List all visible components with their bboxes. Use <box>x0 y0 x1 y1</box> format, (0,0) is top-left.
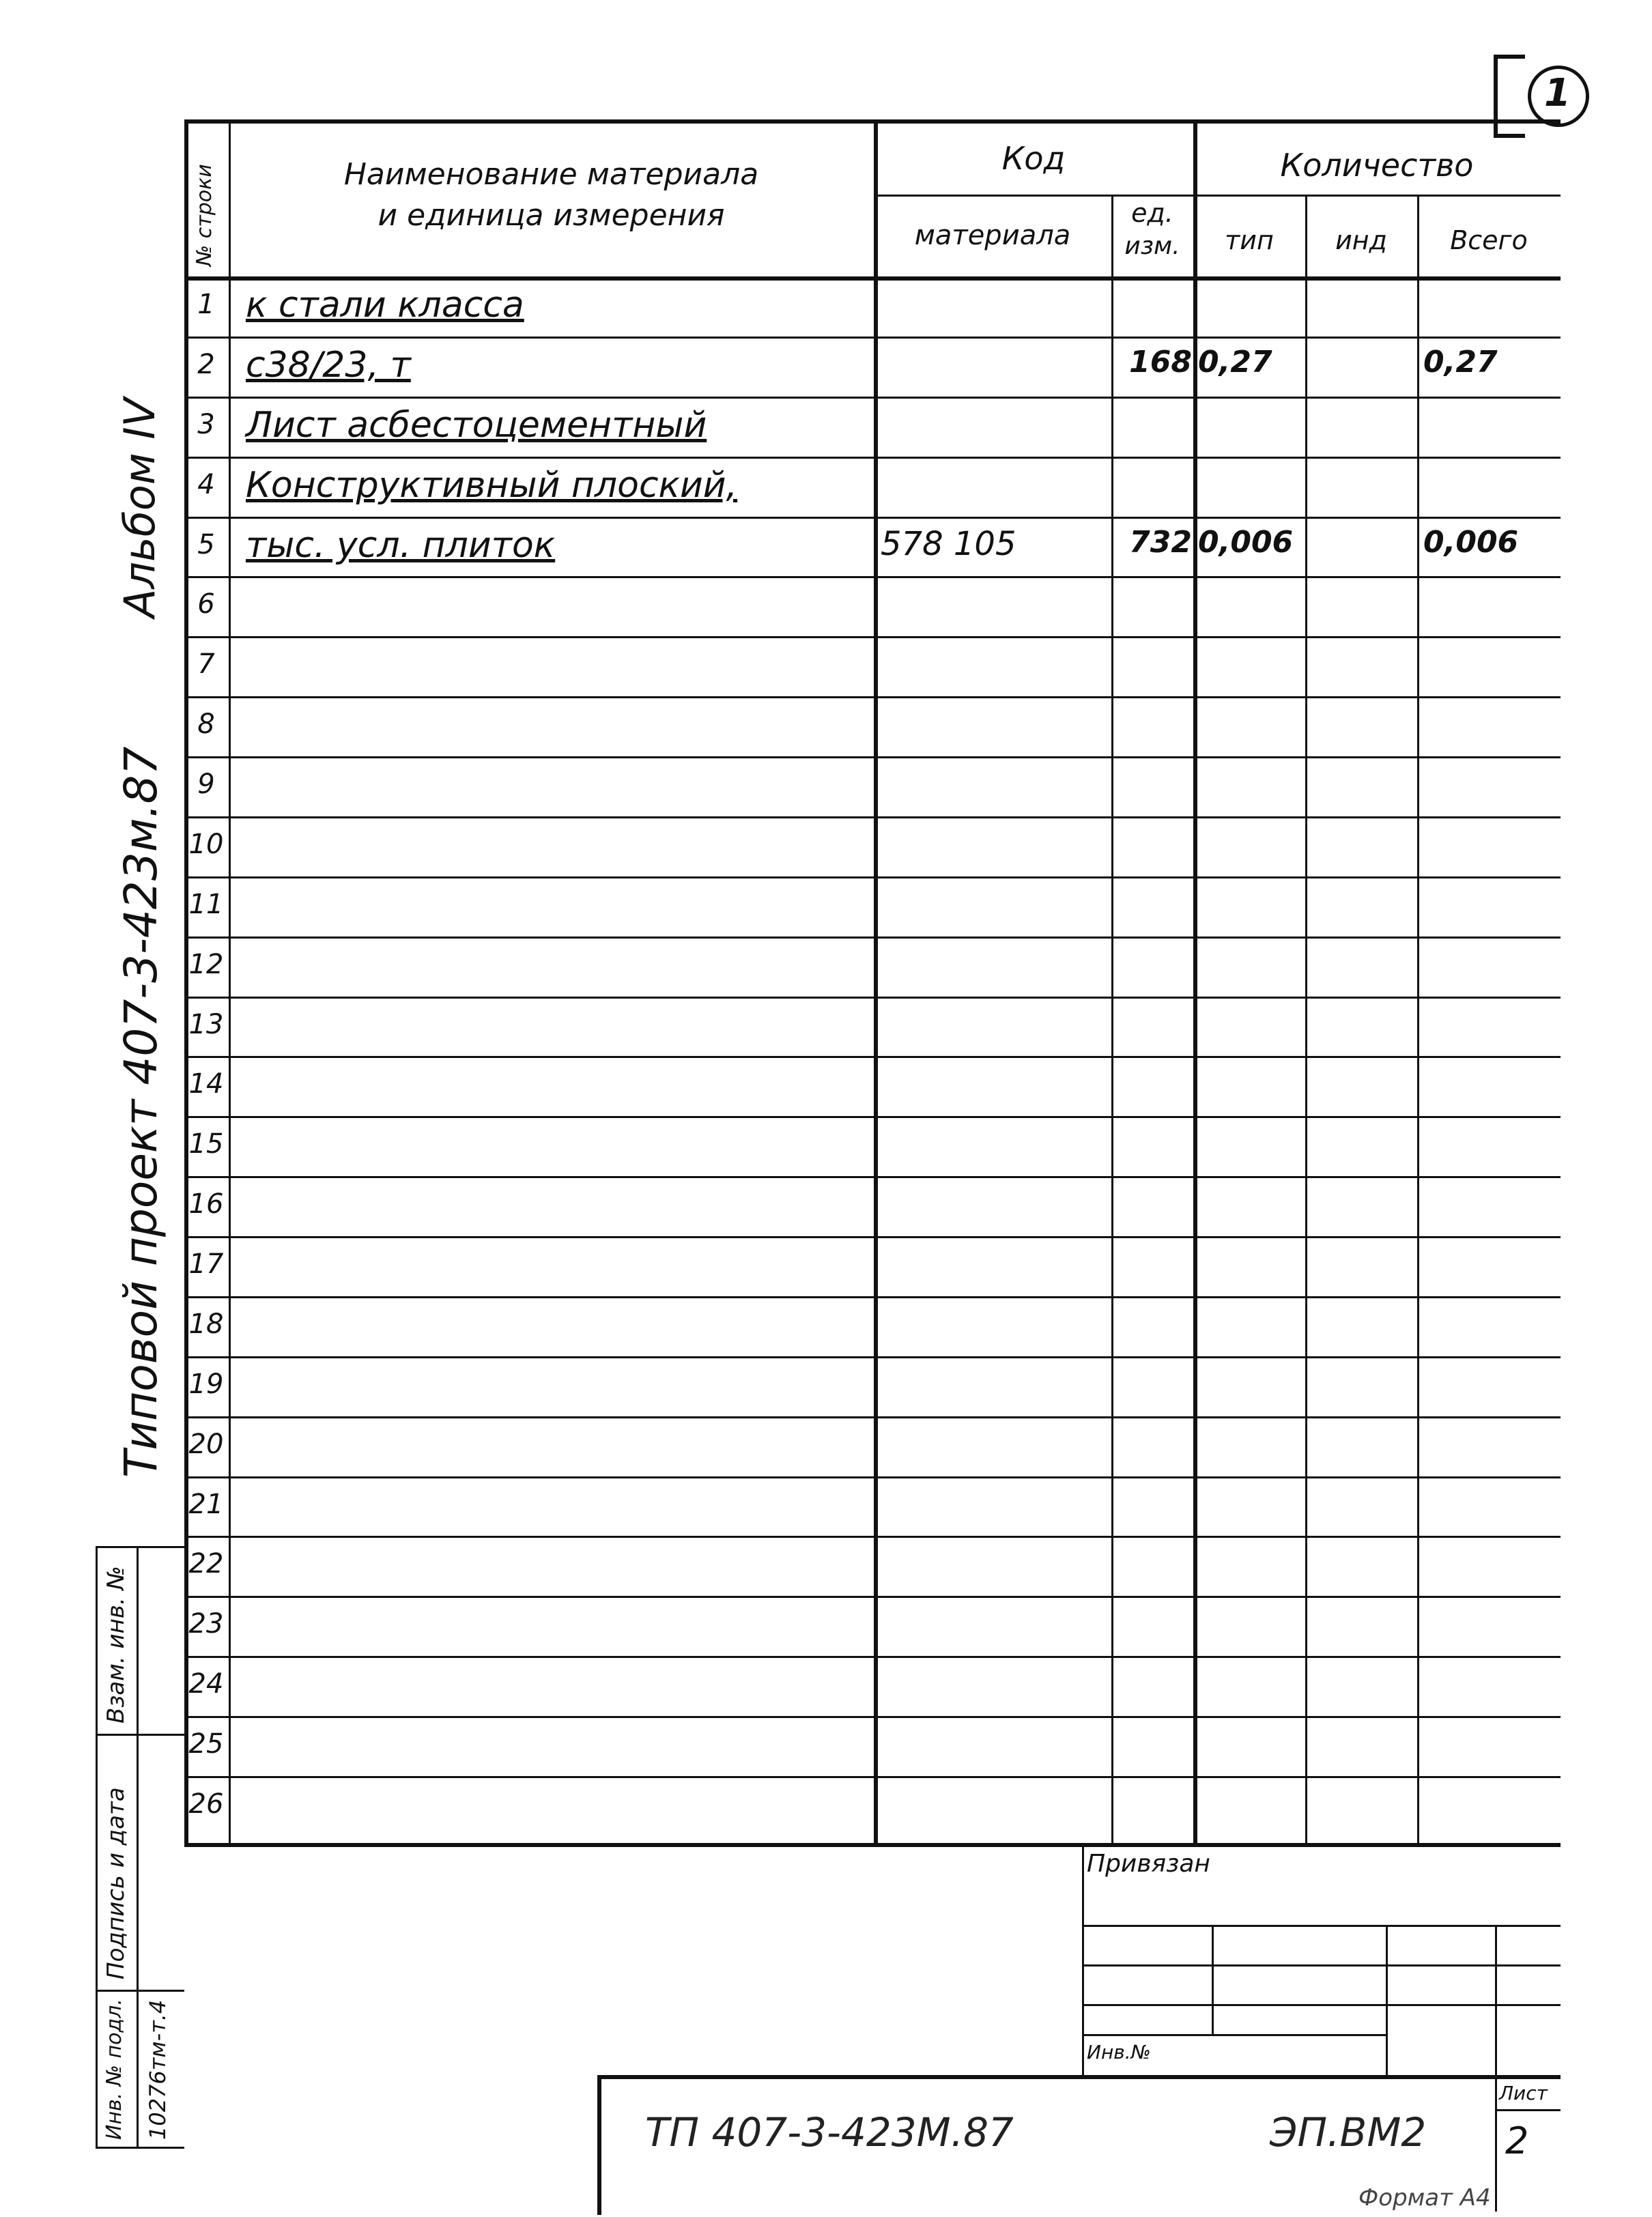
side-signature-date: Подпись и дата <box>102 1787 130 1979</box>
row-number: 7 <box>197 648 215 681</box>
strip-sep-2 <box>96 1990 184 1992</box>
strip-left-border <box>96 1546 98 2147</box>
cell-type: 0,27 <box>1198 344 1272 380</box>
row-separator <box>184 1476 1561 1478</box>
footer-format: Формат А4 <box>1358 2184 1491 2212</box>
stamp-col-1 <box>1212 1925 1214 2034</box>
strip-bottom <box>96 2147 184 2149</box>
row-separator <box>184 1296 1561 1298</box>
row-separator <box>184 576 1561 578</box>
row-separator <box>184 1416 1561 1418</box>
header-code-material: материала <box>914 220 1071 251</box>
cell-name: с38/23, т <box>246 344 411 386</box>
cell-total: 0,006 <box>1423 524 1519 560</box>
row-separator <box>184 1116 1561 1118</box>
row-number: 5 <box>197 528 215 560</box>
row-number: 11 <box>188 888 224 920</box>
row-separator <box>184 636 1561 638</box>
corner-bracket <box>1494 55 1525 138</box>
row-number: 18 <box>188 1308 224 1340</box>
header-qty-type: тип <box>1225 225 1274 255</box>
row-number: 15 <box>188 1128 224 1160</box>
row-number: 4 <box>197 468 215 500</box>
strip-top <box>96 1546 184 1548</box>
cell-unit: 168 <box>1129 344 1192 380</box>
row-number: 3 <box>197 408 215 440</box>
header-name-line2: и единица измерения <box>378 198 725 233</box>
row-number: 14 <box>188 1068 224 1100</box>
row-separator <box>184 1596 1561 1598</box>
col-sep-total <box>1417 195 1419 1846</box>
cell-name: Лист асбестоцементный <box>246 404 707 446</box>
stamp-inv-no: Инв.№ <box>1087 2041 1151 2063</box>
row-number: 16 <box>188 1188 224 1220</box>
row-number: 20 <box>188 1428 224 1460</box>
header-bottom-border <box>184 276 1561 281</box>
row-separator <box>184 1056 1561 1058</box>
stamp-row-4 <box>1082 2034 1386 2036</box>
stamp-col-2 <box>1386 1925 1388 2075</box>
cell-type: 0,006 <box>1198 524 1294 560</box>
stamp-row-2 <box>1082 1964 1561 1966</box>
side-inv-podl: Инв. № подл. <box>102 1999 126 2140</box>
header-line-no: № строки <box>193 164 216 266</box>
row-separator <box>184 457 1561 459</box>
row-separator <box>184 936 1561 939</box>
header-code-unit-line1: ед. <box>1131 198 1173 228</box>
row-separator <box>184 397 1561 399</box>
row-separator <box>184 337 1561 339</box>
stamp-col-3 <box>1495 1925 1497 2212</box>
cell-name: Конструктивный плоский, <box>246 464 738 506</box>
row-number: 23 <box>188 1608 224 1640</box>
row-number: 26 <box>188 1788 224 1820</box>
row-separator <box>184 1656 1561 1658</box>
stamp-doc-code: ТП 407-3-423М.87 <box>645 2109 1014 2156</box>
header-subline <box>874 195 1561 197</box>
col-sep-qty <box>1193 119 1197 1846</box>
row-number: 9 <box>197 769 215 801</box>
row-separator <box>184 1356 1561 1358</box>
stamp-attached: Привязан <box>1087 1850 1210 1878</box>
row-number: 12 <box>188 948 224 980</box>
side-project: Типовой проект 407-3-423м.87 <box>115 746 167 1478</box>
row-number: 22 <box>188 1548 224 1580</box>
cell-code: 578 105 <box>881 524 1016 563</box>
row-number: 8 <box>197 709 215 741</box>
side-album: Альбом IV <box>115 398 165 618</box>
table-top-border <box>184 119 1561 124</box>
row-number: 24 <box>188 1668 224 1700</box>
header-quantity: Количество <box>1280 147 1474 184</box>
row-number: 2 <box>197 348 215 380</box>
stamp-row-1 <box>1082 1925 1561 1927</box>
cell-name: к стали класса <box>246 285 524 326</box>
row-number: 1 <box>197 289 215 320</box>
cell-name: тыс. усл. плиток <box>246 524 556 566</box>
stamp-left-border <box>1082 1843 1084 2075</box>
row-separator <box>184 997 1561 999</box>
stamp-doc-mark: ЭП.ВМ2 <box>1270 2109 1427 2156</box>
cell-unit: 732 <box>1129 524 1192 560</box>
corner-mark: 1 <box>1544 71 1571 115</box>
header-code: Код <box>1001 140 1066 177</box>
header-qty-ind: инд <box>1335 225 1387 255</box>
col-sep-ind <box>1305 195 1307 1846</box>
row-separator <box>184 1716 1561 1718</box>
row-number: 19 <box>188 1368 224 1400</box>
header-name-line1: Наименование материала <box>343 157 759 192</box>
title-block-left <box>597 2075 601 2215</box>
row-number: 21 <box>188 1488 224 1520</box>
row-separator <box>184 756 1561 758</box>
row-separator <box>184 517 1561 519</box>
cell-total: 0,27 <box>1423 344 1498 380</box>
strip-sep-1 <box>96 1734 184 1736</box>
side-inv-number: 10276тм-т.4 <box>145 1999 171 2140</box>
col-sep-unit <box>1111 195 1113 1846</box>
row-separator <box>184 1776 1561 1778</box>
table-bottom-border <box>184 1843 1561 1847</box>
col-sep-code <box>874 119 878 1846</box>
header-code-unit-line2: изм. <box>1124 232 1180 260</box>
sheet-label-line <box>1495 2109 1561 2111</box>
side-vzam-inv: Взам. инв. № <box>102 1566 130 1723</box>
row-separator <box>184 1536 1561 1538</box>
row-separator <box>184 696 1561 698</box>
row-number: 13 <box>188 1008 224 1040</box>
row-separator <box>184 876 1561 878</box>
strip-mid-border <box>137 1546 139 2147</box>
stamp-sheet-label: Лист <box>1499 2082 1548 2104</box>
stamp-sheet-no: 2 <box>1505 2119 1529 2162</box>
row-separator <box>184 1176 1561 1178</box>
col-sep-name <box>229 119 231 1846</box>
row-separator <box>184 816 1561 818</box>
title-block-top <box>597 2075 1561 2079</box>
row-separator <box>184 1236 1561 1238</box>
row-number: 25 <box>188 1728 224 1760</box>
stamp-row-3 <box>1082 2004 1561 2006</box>
row-number: 6 <box>197 588 215 620</box>
row-number: 17 <box>188 1248 224 1281</box>
header-qty-total: Всего <box>1450 225 1528 255</box>
row-number: 10 <box>188 828 224 860</box>
